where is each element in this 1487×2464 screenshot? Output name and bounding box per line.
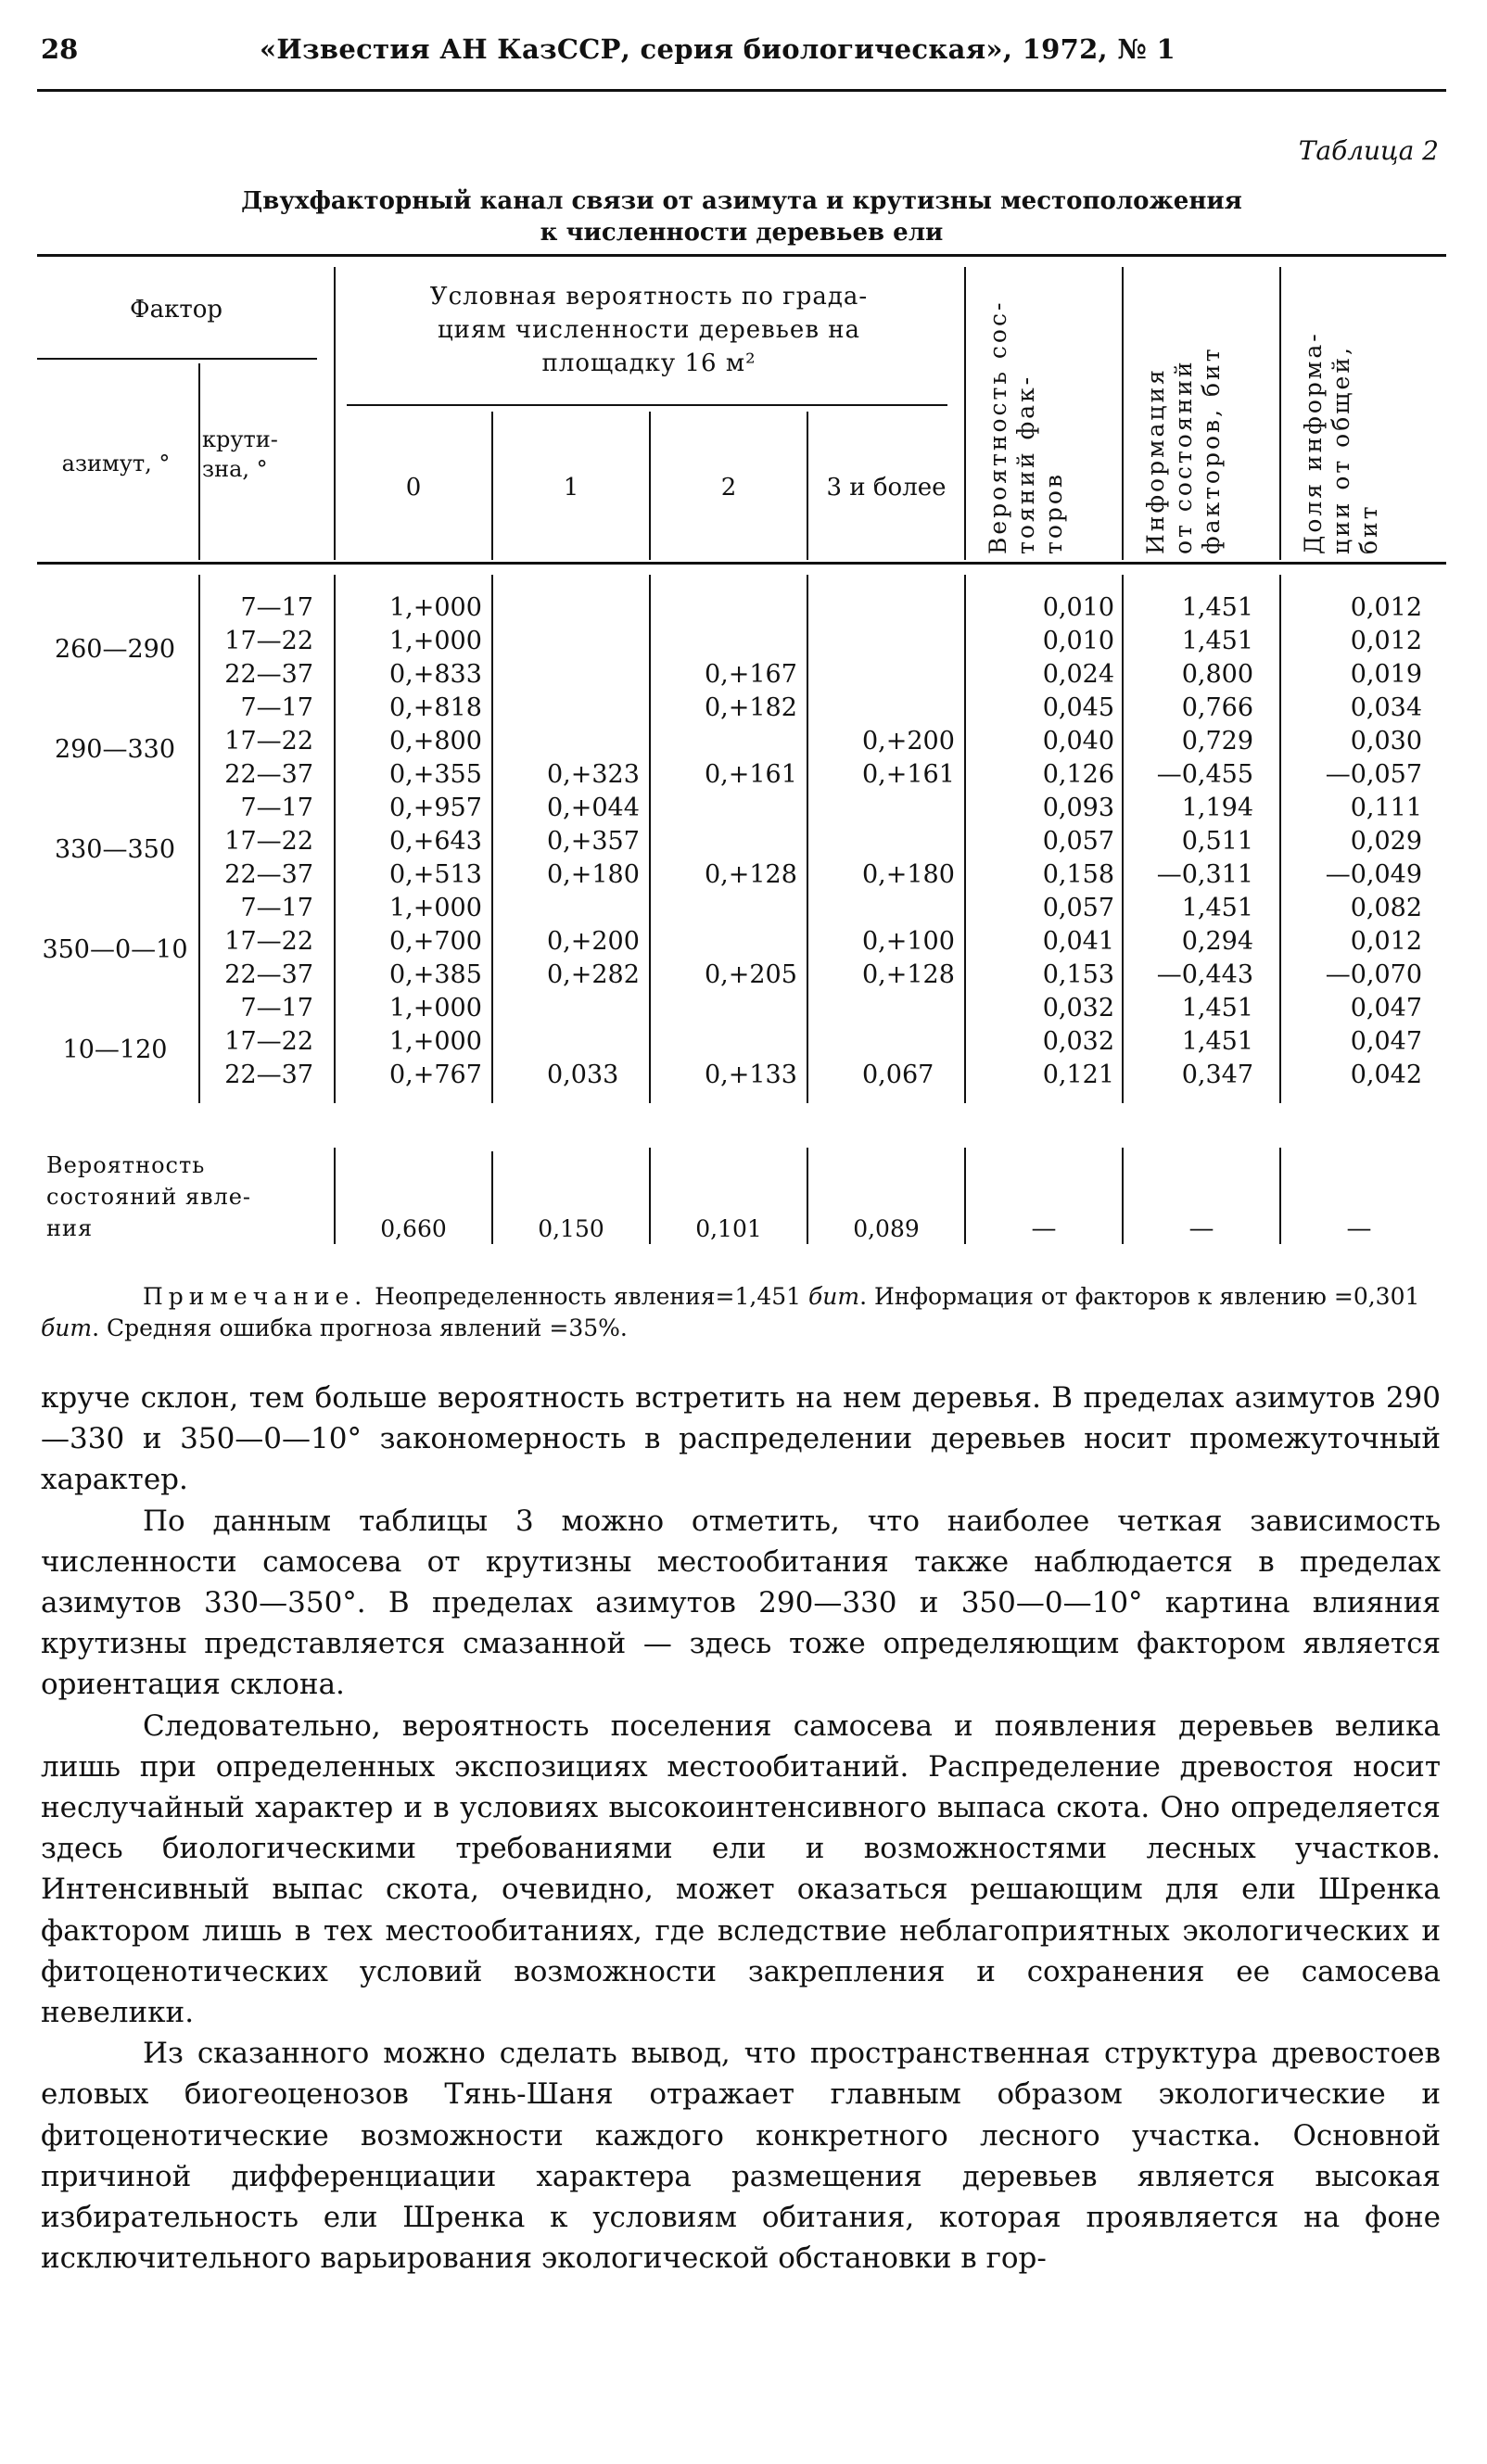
vline-share-hdr [1279,267,1281,560]
vline-g3 [807,575,808,1103]
cell-g3: 0,+200 [862,727,955,756]
journal-title: «Известия АН КазССР, серия биологическая», 1972, № 1 [260,33,1176,65]
cell-share: 0,047 [1350,994,1422,1022]
cell-g2: 0,+167 [705,660,797,689]
factor-divider [37,358,317,360]
table-label: Таблица 2 [1298,135,1439,166]
azimuth-group: 10—120 [62,1035,168,1064]
cell-share: 0,019 [1350,660,1422,689]
cell-g0: 0,+385 [389,960,482,989]
article-body [41,1378,1441,2279]
header-factor: Фактор [129,296,222,324]
cell-p: 0,032 [1042,994,1114,1022]
cell-info: 1,451 [1181,627,1253,655]
cell-steep: 17—22 [224,827,313,856]
cell-steep: 22—37 [224,760,313,789]
page-number: 28 [41,33,79,65]
cell-info: 0,800 [1181,660,1253,689]
cell-info: 1,451 [1181,994,1253,1022]
header-grade-1: 1 [563,474,579,502]
paragraph: По данным таблицы 3 можно отметить, что наиболее четкая зависимость численности самосева от крутизны местообитания также наблюдается в пределах азимутов 330—350°. В пределах азимутов 290—330 и 350—0—10° картина влияния крутизны представляется смазанной — здесь тоже определяющим фактором является ориентация склона. [41,1504,1441,1702]
summary-g1: 0,150 [538,1215,604,1242]
cell-g0: 0,+800 [389,727,482,756]
cell-p: 0,057 [1042,894,1114,922]
cell-g0: 0,+957 [389,794,482,822]
cell-steep: 22—37 [224,960,313,989]
cell-p: 0,045 [1042,693,1114,722]
header-share: Доля информа- ции от общей, бит [1300,331,1382,554]
cell-share: 0,012 [1350,593,1422,622]
cell-g1: 0,+282 [547,960,640,989]
cell-info: 0,294 [1181,927,1253,956]
cell-p: 0,024 [1042,660,1114,689]
paragraph: Следовательно, вероятность поселения самосева и появления деревьев велика лишь при определенных экспозициях местообитаний. Распределение древостоя носит неслучайный характер и в условиях высокоинтенсивного выпаса скота. Оно определяется здесь биологическими требованиями ели и возможностями лесных участков. Интенсивный выпас скота, очевидно, может оказаться решающим для ели Шренка фактором лишь в тех местообитаниях, где вследствие неблагоприятных экологических и фитоценотических условий возможности закрепления и сохранения ее самосева невелики. [41,1708,1441,2030]
vline-g2 [649,575,651,1103]
cell-g1: 0,+180 [547,860,640,889]
cell-info: 0,766 [1181,693,1253,722]
cell-p: 0,040 [1042,727,1114,756]
vline-steep-hdr [198,363,200,560]
cell-steep: 7—17 [240,794,313,822]
cell-share: 0,012 [1350,627,1422,655]
cell-g0: 0,+643 [389,827,482,856]
table-header-bottom-rule [37,562,1446,565]
summary-prob: — [1031,1214,1057,1243]
cell-share: 0,042 [1350,1061,1422,1089]
cell-p: 0,093 [1042,794,1114,822]
cell-p: 0,057 [1042,827,1114,856]
cell-g0: 0,+818 [389,693,482,722]
cell-steep: 7—17 [240,894,313,922]
cell-info: —0,443 [1156,960,1253,989]
cell-p: 0,010 [1042,593,1114,622]
header-grade-3: 3 и более [826,474,947,502]
table-note: Примечание. Неопределенность явления=1,451 бит. Информация от факторов к явлению =0,301 бит. Средняя ошибка прогноза явлений =35%. [41,1283,1420,1341]
cell-g2: 0,+128 [705,860,797,889]
summary-g2: 0,101 [695,1215,762,1242]
cell-g2: 0,+161 [705,760,797,789]
cell-g3: 0,+180 [862,860,955,889]
cell-info: —0,311 [1156,860,1253,889]
cell-share: —0,049 [1325,860,1422,889]
header-grade-2: 2 [720,474,737,502]
azimuth-group: 260—290 [54,635,176,664]
cell-g1: 0,+357 [547,827,640,856]
cell-p: 0,041 [1042,927,1114,956]
cell-steep: 22—37 [224,1061,313,1089]
running-head [37,33,1446,74]
cell-steep: 7—17 [240,593,313,622]
cell-g3: 0,+128 [862,960,955,989]
cell-steep: 7—17 [240,994,313,1022]
cell-info: 1,451 [1181,894,1253,922]
cell-share: 0,012 [1350,927,1422,956]
cell-share: 0,029 [1350,827,1422,856]
cell-g3: 0,067 [862,1061,934,1089]
note-prefix: Примечание. [143,1283,368,1310]
cell-steep: 22—37 [224,660,313,689]
header-conditional-probability: Условная вероятность по града- циям численности деревьев на площадку 16 м² [429,283,869,377]
cell-info: 0,347 [1181,1061,1253,1089]
cell-share: 0,047 [1350,1027,1422,1056]
cell-steep: 7—17 [240,693,313,722]
cell-info: 0,511 [1181,827,1253,856]
grades-divider [347,404,947,406]
cell-g0: 0,+355 [389,760,482,789]
cell-p: 0,126 [1042,760,1114,789]
cell-g2: 0,+205 [705,960,797,989]
cell-steep: 17—22 [224,927,313,956]
cell-info: 1,194 [1181,794,1253,822]
table-title-line1: Двухфакторный канал связи от азимута и крутизны местоположения [241,187,1242,215]
cell-g1: 0,+200 [547,927,640,956]
cell-steep: 17—22 [224,627,313,655]
cell-share: 0,030 [1350,727,1422,756]
cell-share: 0,111 [1350,794,1422,822]
cell-p: 0,121 [1042,1061,1114,1089]
azimuth-group: 330—350 [54,835,176,864]
azimuth-group: 350—0—10 [42,935,188,964]
vline-g1 [491,575,493,1103]
cell-p: 0,032 [1042,1027,1114,1056]
vline-g0 [334,575,336,1103]
cell-g0: 1,+000 [389,1027,482,1056]
summary-g0: 0,660 [380,1215,447,1242]
cell-share: —0,057 [1325,760,1422,789]
cell-info: 0,729 [1181,727,1253,756]
summary-info: — [1188,1214,1214,1243]
paragraph: Из сказанного можно сделать вывод, что пространственная структура древостоев еловых биогеоценозов Тянь-Шаня отражает главным образом экологические и фитоценотические возможности каждого конкретного лесного участка. Основной причиной дифференциации характера размещения деревьев является высокая избирательность ели Шренка к условиям обитания, которая проявляется на фоне исключительного варьирования экологической обстановки в гор- [41,2037,1441,2276]
cell-g1: 0,+323 [547,760,640,789]
azimuth-group: 290—330 [54,735,176,764]
cell-g0: 1,+000 [389,593,482,622]
header-grade-0: 0 [405,474,422,502]
cell-g1: 0,033 [547,1061,619,1089]
summary-share: — [1346,1214,1372,1243]
cell-g0: 1,+000 [389,627,482,655]
paragraph: круче склон, тем больше вероятность встретить на нем деревья. В пределах азимутов 290—330 и 350—0—10° закономерность в распределении деревьев носит промежуточный характер. [41,1381,1441,1497]
cell-g3: 0,+100 [862,927,955,956]
cell-g0: 0,+700 [389,927,482,956]
cell-share: 0,082 [1350,894,1422,922]
cell-g0: 0,+513 [389,860,482,889]
header-rule [37,89,1446,92]
cell-p: 0,158 [1042,860,1114,889]
cell-p: 0,010 [1042,627,1114,655]
summary-label: Вероятность состояний явле- ния [46,1152,252,1241]
cell-g0: 1,+000 [389,994,482,1022]
table-title [37,185,1446,248]
cell-g1: 0,+044 [547,794,640,822]
cell-share: —0,070 [1325,960,1422,989]
cell-p: 0,153 [1042,960,1114,989]
cell-g0: 1,+000 [389,894,482,922]
cell-g0: 0,+767 [389,1061,482,1089]
header-prob-states: Вероятность сос- тояний фак- торов [985,299,1067,554]
cell-g2: 0,+182 [705,693,797,722]
header-info: Информация от состояний факторов, бит [1142,346,1225,554]
cell-g2: 0,+133 [705,1061,797,1089]
cell-g0: 0,+833 [389,660,482,689]
header-steepness: крути- зна, ° [202,426,278,482]
cell-steep: 17—22 [224,727,313,756]
cell-share: 0,034 [1350,693,1422,722]
cell-steep: 17—22 [224,1027,313,1056]
vline-prob-hdr [964,267,966,560]
cell-info: —0,455 [1156,760,1253,789]
cell-info: 1,451 [1181,593,1253,622]
header-azimuth: азимут, ° [61,451,171,476]
vline-info-hdr [1122,267,1124,560]
table-title-line2: к численности деревьев ели [540,219,944,247]
cell-g3: 0,+161 [862,760,955,789]
cell-steep: 22—37 [224,860,313,889]
summary-g3: 0,089 [853,1215,920,1242]
cell-info: 1,451 [1181,1027,1253,1056]
table-top-rule [37,254,1446,257]
